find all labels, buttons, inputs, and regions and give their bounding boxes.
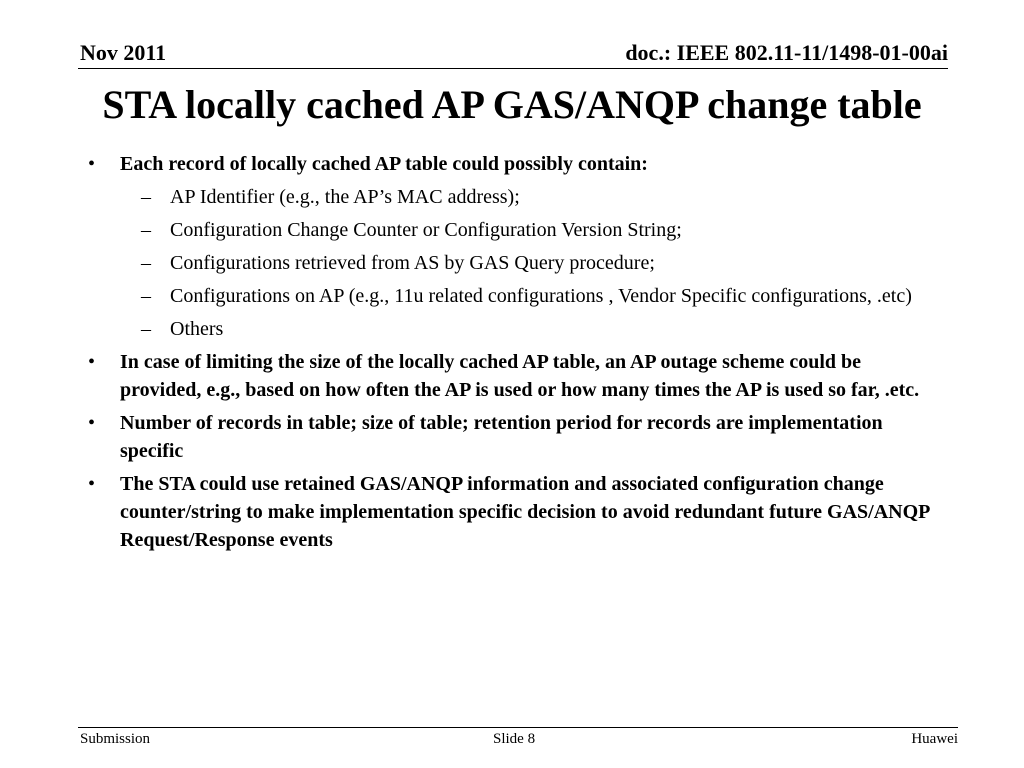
bullet-item xyxy=(88,150,938,178)
sub-bullet-marker: – xyxy=(141,186,151,208)
sub-bullet-marker: – xyxy=(141,252,151,274)
slide-body xyxy=(88,150,938,559)
sub-bullet-item xyxy=(88,216,938,244)
bullet-marker: • xyxy=(88,153,96,175)
sub-bullet-text: Configurations retrieved from AS by GAS Query procedure; xyxy=(170,252,655,274)
slide-title: STA locally cached AP GAS/ANQP change table xyxy=(102,82,922,127)
bullet-marker: • xyxy=(88,351,96,373)
bullet-text: In case of limiting the size of the locally cached AP table, an AP outage scheme could be provided, e.g., based on how often the AP is used or how many times the AP is used so far, .etc. xyxy=(120,351,920,401)
footer-submission: Submission xyxy=(80,731,151,747)
sub-bullet-item xyxy=(88,249,938,277)
bullet-item xyxy=(88,348,938,404)
footer-slide-number: Slide 8 xyxy=(493,731,536,747)
sub-bullet-item xyxy=(88,315,938,343)
sub-bullet-marker: – xyxy=(141,318,151,340)
footer-organization: Huawei xyxy=(911,731,958,747)
header-divider xyxy=(78,68,948,69)
bullet-text: Number of records in table; size of table; retention period for records are implementation specific xyxy=(120,412,883,462)
bullet-item xyxy=(88,409,938,465)
sub-bullet-marker: – xyxy=(141,219,151,241)
bullet-item xyxy=(88,470,938,554)
header-doc-id: doc.: IEEE 802.11-11/1498-01-00ai xyxy=(625,40,948,65)
sub-bullet-text: Configurations on AP (e.g., 11u related configurations , Vendor Specific configurations, .etc) xyxy=(170,285,912,307)
sub-bullet-text: Configuration Change Counter or Configuration Version String; xyxy=(170,219,682,241)
header-date: Nov 2011 xyxy=(80,40,167,65)
sub-bullet-marker: – xyxy=(141,285,151,307)
bullet-marker: • xyxy=(88,473,96,495)
bullet-text: Each record of locally cached AP table could possibly contain: xyxy=(120,153,648,175)
sub-bullet-text: Others xyxy=(170,318,224,340)
footer-divider xyxy=(78,727,958,728)
bullet-marker: • xyxy=(88,412,96,434)
sub-bullet-text: AP Identifier (e.g., the AP’s MAC address); xyxy=(170,186,520,208)
bullet-text: The STA could use retained GAS/ANQP information and associated configuration change counter/string to make implementation specific decision to avoid redundant future GAS/ANQP Request/Response events xyxy=(120,473,930,551)
sub-bullet-item xyxy=(88,183,938,211)
sub-bullet-item xyxy=(88,282,938,310)
